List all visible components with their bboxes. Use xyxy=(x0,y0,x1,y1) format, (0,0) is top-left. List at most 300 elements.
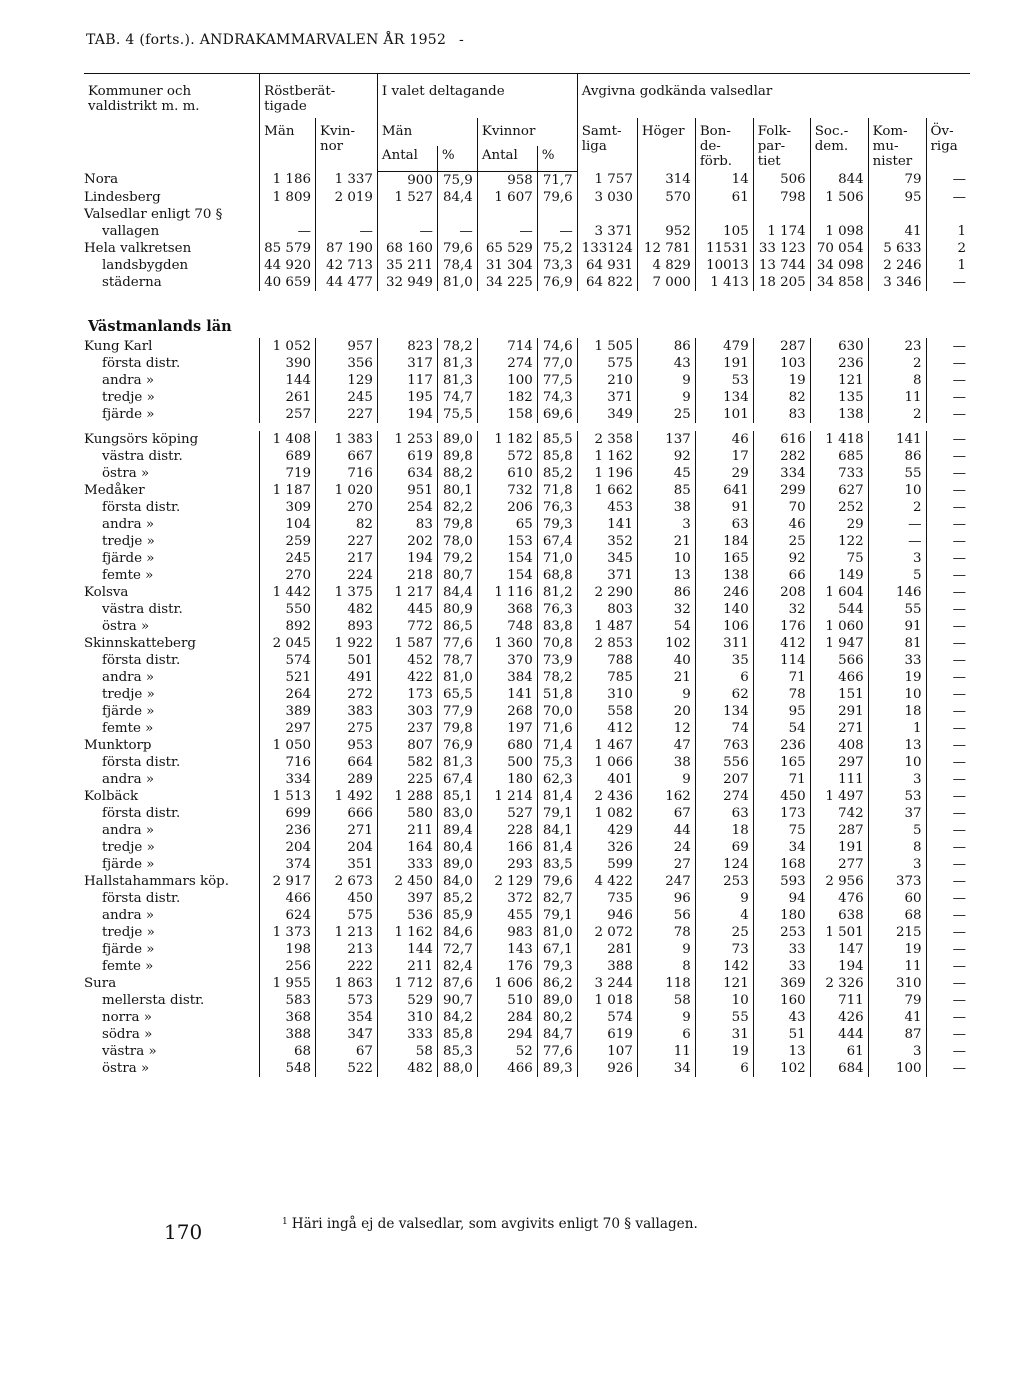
table-cell: 356 xyxy=(316,355,378,372)
table-cell: 450 xyxy=(316,890,378,907)
row-label: landsbygden xyxy=(102,257,189,273)
table-cell: 85,1 xyxy=(437,788,477,805)
table-cell: 1 213 xyxy=(316,924,378,941)
row-label: mellersta distr. xyxy=(102,992,205,1008)
table-row xyxy=(84,355,970,372)
table-cell: 82,2 xyxy=(437,499,477,516)
header-samtliga: Samt-liga xyxy=(577,118,637,171)
table-cell: — xyxy=(926,499,970,516)
table-cell: 1 513 xyxy=(260,788,316,805)
table-cell: 2 956 xyxy=(810,873,868,890)
table-cell: 583 xyxy=(260,992,316,1009)
table-cell: 237 xyxy=(377,720,437,737)
table-cell: 143 xyxy=(477,941,537,958)
table-cell: — xyxy=(926,890,970,907)
table-cell: 79,8 xyxy=(437,516,477,533)
table-cell: — xyxy=(926,171,970,189)
spacer-row xyxy=(84,423,970,431)
table-cell: 1 757 xyxy=(577,171,637,189)
table-cell: 1 587 xyxy=(377,635,437,652)
header-valet: I valet deltagande xyxy=(377,74,577,119)
table-cell: 10 xyxy=(868,482,926,499)
table-cell: 68 160 xyxy=(377,240,437,257)
table-cell: 384 xyxy=(477,669,537,686)
table-cell: 785 xyxy=(577,669,637,686)
table-cell: 34 xyxy=(637,1060,695,1077)
table-caption xyxy=(86,32,464,48)
table-cell: 1 497 xyxy=(810,788,868,805)
table-cell: 1 050 xyxy=(260,737,316,754)
caption-text: TAB. 4 (forts.). ANDRAKAMMARVALEN ÅR 1952 xyxy=(86,32,447,48)
table-cell: 527 xyxy=(477,805,537,822)
table-cell: 79,6 xyxy=(437,240,477,257)
table-cell xyxy=(577,206,637,223)
table-cell: 574 xyxy=(260,652,316,669)
table-cell: 78 xyxy=(753,686,810,703)
table-cell: 711 xyxy=(810,992,868,1009)
table-cell: 124 xyxy=(695,856,753,873)
table-cell: 176 xyxy=(753,618,810,635)
table-cell: 84,4 xyxy=(437,584,477,601)
table-cell: 566 xyxy=(810,652,868,669)
table-cell: 86 xyxy=(868,448,926,465)
table-cell: 1 018 xyxy=(577,992,637,1009)
table-cell: 333 xyxy=(377,1026,437,1043)
header-pct-kvinnor: % xyxy=(537,146,577,171)
table-cell: 12 781 xyxy=(637,240,695,257)
table-cell: 121 xyxy=(695,975,753,992)
table-cell: 1 060 xyxy=(810,618,868,635)
table-cell xyxy=(437,206,477,223)
table-cell: 19 xyxy=(868,669,926,686)
row-label: östra » xyxy=(102,465,150,481)
table-cell: 6 xyxy=(695,1060,753,1077)
table-cell: 95 xyxy=(868,189,926,206)
table-cell: 33 xyxy=(753,941,810,958)
table-cell: — xyxy=(926,720,970,737)
table-cell: 892 xyxy=(260,618,316,635)
table-row xyxy=(84,274,970,291)
table-cell: 194 xyxy=(377,550,437,567)
header-hoger: Höger xyxy=(637,118,695,171)
table-cell: 32 xyxy=(637,601,695,618)
table-cell: 310 xyxy=(377,1009,437,1026)
table-cell: 2 xyxy=(868,355,926,372)
table-cell: 11 xyxy=(868,389,926,406)
table-cell: 80,1 xyxy=(437,482,477,499)
table-cell: 84,1 xyxy=(537,822,577,839)
table-cell: 1 xyxy=(926,223,970,240)
table-cell: 2 019 xyxy=(316,189,378,206)
table-cell: 4 xyxy=(695,907,753,924)
table-cell: — xyxy=(926,958,970,975)
table-cell: 81,3 xyxy=(437,754,477,771)
table-cell: 772 xyxy=(377,618,437,635)
table-cell: 10 xyxy=(868,686,926,703)
table-cell: 151 xyxy=(810,686,868,703)
table-cell: 102 xyxy=(637,635,695,652)
table-cell: 699 xyxy=(260,805,316,822)
table-cell: 368 xyxy=(477,601,537,618)
table-cell: 84,7 xyxy=(537,1026,577,1043)
table-cell: 21 xyxy=(637,669,695,686)
table-cell: 75,2 xyxy=(537,240,577,257)
table-cell: — xyxy=(926,274,970,291)
table-cell: 41 xyxy=(868,1009,926,1026)
table-cell: 71,7 xyxy=(537,171,577,189)
table-cell: 8 xyxy=(868,839,926,856)
table-cell: 345 xyxy=(577,550,637,567)
table-cell: 236 xyxy=(260,822,316,839)
table-cell: 575 xyxy=(577,355,637,372)
table-cell: 78 xyxy=(637,924,695,941)
table-cell: 76,3 xyxy=(537,499,577,516)
table-row xyxy=(84,805,970,822)
row-label: tredje » xyxy=(102,924,155,940)
table-cell: 1 360 xyxy=(477,635,537,652)
table-cell: 9 xyxy=(637,771,695,788)
table-cell: 80,4 xyxy=(437,839,477,856)
table-cell: 55 xyxy=(868,601,926,618)
table-cell: 62,3 xyxy=(537,771,577,788)
row-label: femte » xyxy=(102,720,154,736)
table-row xyxy=(84,975,970,992)
table-cell: 616 xyxy=(753,431,810,448)
table-cell: 25 xyxy=(637,406,695,423)
row-label: västra distr. xyxy=(102,601,183,617)
table-cell: 303 xyxy=(377,703,437,720)
table-cell: 81,3 xyxy=(437,355,477,372)
table-cell: 83,0 xyxy=(437,805,477,822)
table-cell: 58 xyxy=(377,1043,437,1060)
table-row xyxy=(84,206,970,223)
table-cell: 202 xyxy=(377,533,437,550)
row-label: fjärde » xyxy=(102,856,155,872)
table-row xyxy=(84,189,970,206)
table-cell: 89,8 xyxy=(437,448,477,465)
row-label: tredje » xyxy=(102,839,155,855)
table-cell: 31 xyxy=(695,1026,753,1043)
table-cell: 40 659 xyxy=(260,274,316,291)
table-cell: 1 214 xyxy=(477,788,537,805)
row-label: Sura xyxy=(84,975,117,991)
table-cell: 522 xyxy=(316,1060,378,1077)
table-cell: 42 713 xyxy=(316,257,378,274)
table-row xyxy=(84,890,970,907)
table-cell: 100 xyxy=(477,372,537,389)
row-label: fjärde » xyxy=(102,703,155,719)
table-cell: 582 xyxy=(377,754,437,771)
row-label: andra » xyxy=(102,669,155,685)
table-cell: 78,4 xyxy=(437,257,477,274)
table-cell xyxy=(260,206,316,223)
table-cell: 3 346 xyxy=(868,274,926,291)
row-label: fjärde » xyxy=(102,941,155,957)
table-cell: 2 358 xyxy=(577,431,637,448)
table-cell: 1 174 xyxy=(753,223,810,240)
table-cell: 619 xyxy=(577,1026,637,1043)
row-label: östra » xyxy=(102,1060,150,1076)
table-cell: 257 xyxy=(260,406,316,423)
table-cell: 25 xyxy=(695,924,753,941)
table-cell: 224 xyxy=(316,567,378,584)
table-cell: 666 xyxy=(316,805,378,822)
table-cell: 92 xyxy=(753,550,810,567)
table-cell: 798 xyxy=(753,189,810,206)
header-man: Män xyxy=(260,118,316,171)
table-cell: — xyxy=(377,223,437,240)
row-label: första distr. xyxy=(102,499,181,515)
table-cell: 390 xyxy=(260,355,316,372)
table-cell: 270 xyxy=(260,567,316,584)
table-cell: 78,2 xyxy=(537,669,577,686)
header-bondeforb: Bon-de-förb. xyxy=(695,118,753,171)
table-cell: 2 072 xyxy=(577,924,637,941)
table-cell: 88,2 xyxy=(437,465,477,482)
table-cell: 75,5 xyxy=(437,406,477,423)
table-cell: 162 xyxy=(637,788,695,805)
table-cell: 550 xyxy=(260,601,316,618)
table-cell: 82,7 xyxy=(537,890,577,907)
table-cell: 80,2 xyxy=(537,1009,577,1026)
table-cell: 275 xyxy=(316,720,378,737)
table-cell: 96 xyxy=(637,890,695,907)
table-cell: 261 xyxy=(260,389,316,406)
table-cell: 215 xyxy=(868,924,926,941)
table-cell: 137 xyxy=(637,431,695,448)
caption-mark: - xyxy=(458,32,464,48)
table-cell: 10 xyxy=(695,992,753,1009)
table-cell: 1 467 xyxy=(577,737,637,754)
table-cell: 9 xyxy=(637,372,695,389)
table-cell: 9 xyxy=(637,686,695,703)
table-cell: 101 xyxy=(695,406,753,423)
table-cell: 572 xyxy=(477,448,537,465)
table-cell: 714 xyxy=(477,338,537,355)
table-cell: 79 xyxy=(868,992,926,1009)
table-cell: 52 xyxy=(477,1043,537,1060)
table-cell: 580 xyxy=(377,805,437,822)
table-cell: 236 xyxy=(810,355,868,372)
row-label: vallagen xyxy=(102,223,160,239)
table-cell: 86,5 xyxy=(437,618,477,635)
table-cell: 274 xyxy=(477,355,537,372)
table-cell: 6 xyxy=(695,669,753,686)
table-cell: 82,4 xyxy=(437,958,477,975)
table-cell: 68,8 xyxy=(537,567,577,584)
table-row xyxy=(84,652,970,669)
header-kommunister: Kom-mu-nister xyxy=(868,118,926,171)
table-cell xyxy=(377,206,437,223)
table-cell: 1 052 xyxy=(260,338,316,355)
table-cell: 334 xyxy=(753,465,810,482)
table-cell: 107 xyxy=(577,1043,637,1060)
row-label: västra distr. xyxy=(102,448,183,464)
table-cell: 236 xyxy=(753,737,810,754)
row-label: andra » xyxy=(102,516,155,532)
table-cell: 211 xyxy=(377,822,437,839)
table-cell: 47 xyxy=(637,737,695,754)
table-cell: 210 xyxy=(577,372,637,389)
row-label: städerna xyxy=(102,274,162,290)
table-cell: 73,9 xyxy=(537,652,577,669)
table-cell: 35 xyxy=(695,652,753,669)
section-heading: Västmanlands län xyxy=(88,317,232,335)
table-cell: 634 xyxy=(377,465,437,482)
table-cell: 1 492 xyxy=(316,788,378,805)
table-cell: 763 xyxy=(695,737,753,754)
table-cell: 102 xyxy=(753,1060,810,1077)
table-cell: 953 xyxy=(316,737,378,754)
table-cell: 311 xyxy=(695,635,753,652)
table-cell: — xyxy=(926,1009,970,1026)
table-cell: — xyxy=(926,822,970,839)
table-cell: 1 527 xyxy=(377,189,437,206)
header-man-deltagande: Män xyxy=(377,118,477,146)
table-cell: 122 xyxy=(810,533,868,550)
election-table xyxy=(84,73,970,1077)
table-cell: 144 xyxy=(260,372,316,389)
table-cell: 37 xyxy=(868,805,926,822)
table-cell: 87,6 xyxy=(437,975,477,992)
table-cell: 83,8 xyxy=(537,618,577,635)
table-row xyxy=(84,431,970,448)
table-cell: — xyxy=(926,992,970,1009)
table-cell: 1 373 xyxy=(260,924,316,941)
table-cell: 85,8 xyxy=(437,1026,477,1043)
table-cell: 91 xyxy=(695,499,753,516)
table-cell: — xyxy=(926,788,970,805)
table-cell: — xyxy=(868,516,926,533)
table-body xyxy=(84,171,970,1077)
table-cell xyxy=(753,206,810,223)
table-cell: 38 xyxy=(637,754,695,771)
table-cell: 51 xyxy=(753,1026,810,1043)
table-row xyxy=(84,1043,970,1060)
table-cell: 79,8 xyxy=(437,720,477,737)
table-cell: 134 xyxy=(695,389,753,406)
table-cell: 31 304 xyxy=(477,257,537,274)
table-cell: 74,6 xyxy=(537,338,577,355)
table-cell: 140 xyxy=(695,601,753,618)
table-cell xyxy=(810,206,868,223)
table-cell: 79,2 xyxy=(437,550,477,567)
table-cell: — xyxy=(926,406,970,423)
table-cell: 8 xyxy=(868,372,926,389)
table-cell: 105 xyxy=(695,223,753,240)
table-header xyxy=(84,74,970,172)
table-cell: 29 xyxy=(810,516,868,533)
table-cell: 371 xyxy=(577,567,637,584)
table-row xyxy=(84,223,970,240)
table-row xyxy=(84,907,970,924)
table-cell: 75 xyxy=(810,550,868,567)
table-cell: 53 xyxy=(695,372,753,389)
table-cell: 33 xyxy=(753,958,810,975)
row-label: femte » xyxy=(102,567,154,583)
row-label: första distr. xyxy=(102,890,181,906)
table-cell: 570 xyxy=(637,189,695,206)
table-cell: — xyxy=(260,223,316,240)
table-cell: 349 xyxy=(577,406,637,423)
table-cell: 227 xyxy=(316,533,378,550)
table-cell: 117 xyxy=(377,372,437,389)
table-cell: 452 xyxy=(377,652,437,669)
table-cell: 63 xyxy=(695,805,753,822)
table-cell: 252 xyxy=(810,499,868,516)
table-cell: 80,7 xyxy=(437,567,477,584)
header-pct-man: % xyxy=(437,146,477,171)
row-label: Valsedlar enligt 70 § xyxy=(84,206,223,222)
table-cell: 309 xyxy=(260,499,316,516)
table-cell: 268 xyxy=(477,703,537,720)
table-cell: — xyxy=(926,355,970,372)
table-row xyxy=(84,856,970,873)
table-row xyxy=(84,533,970,550)
table-cell: 173 xyxy=(753,805,810,822)
table-cell: 158 xyxy=(477,406,537,423)
table-cell: 1 xyxy=(868,720,926,737)
table-cell: 94 xyxy=(753,890,810,907)
table-cell: 1 375 xyxy=(316,584,378,601)
table-cell: 317 xyxy=(377,355,437,372)
table-cell: 70 xyxy=(753,499,810,516)
table-cell: 121 xyxy=(810,372,868,389)
table-cell: 506 xyxy=(753,171,810,189)
row-label: Hela valkretsen xyxy=(84,240,192,256)
table-cell: — xyxy=(926,618,970,635)
table-cell: 20 xyxy=(637,703,695,720)
table-cell: 208 xyxy=(753,584,810,601)
table-cell xyxy=(695,206,753,223)
table-cell: 41 xyxy=(868,223,926,240)
table-cell: 65 529 xyxy=(477,240,537,257)
table-cell: 135 xyxy=(810,389,868,406)
table-row xyxy=(84,992,970,1009)
table-cell: 87 190 xyxy=(316,240,378,257)
table-cell: 44 xyxy=(637,822,695,839)
table-cell: 3 xyxy=(868,856,926,873)
table-cell: 450 xyxy=(753,788,810,805)
footnote-text: Häri ingå ej de valsedlar, som avgivits enligt 70 § vallagen. xyxy=(291,1216,698,1232)
table-row xyxy=(84,839,970,856)
table-cell: 619 xyxy=(377,448,437,465)
table-cell: 13 744 xyxy=(753,257,810,274)
table-cell: 64 822 xyxy=(577,274,637,291)
table-cell: 466 xyxy=(477,1060,537,1077)
table-cell: 53 xyxy=(868,788,926,805)
footnote-mark: 1 xyxy=(282,1217,288,1227)
table-cell: 180 xyxy=(477,771,537,788)
table-cell: 79,6 xyxy=(537,189,577,206)
table-cell: 1 217 xyxy=(377,584,437,601)
header-avgivna: Avgivna godkända valsedlar xyxy=(577,74,970,119)
table-row xyxy=(84,635,970,652)
table-cell: 133124 xyxy=(577,240,637,257)
table-cell: 141 xyxy=(577,516,637,533)
table-cell: 61 xyxy=(810,1043,868,1060)
table-cell: 803 xyxy=(577,601,637,618)
table-cell: 351 xyxy=(316,856,378,873)
row-label: Kung Karl xyxy=(84,338,153,354)
table-cell: 748 xyxy=(477,618,537,635)
table-cell: 1 196 xyxy=(577,465,637,482)
table-cell: 6 xyxy=(637,1026,695,1043)
table-cell: 83 xyxy=(753,406,810,423)
table-cell: 1 413 xyxy=(695,274,753,291)
table-cell: 1 288 xyxy=(377,788,437,805)
table-cell: 289 xyxy=(316,771,378,788)
